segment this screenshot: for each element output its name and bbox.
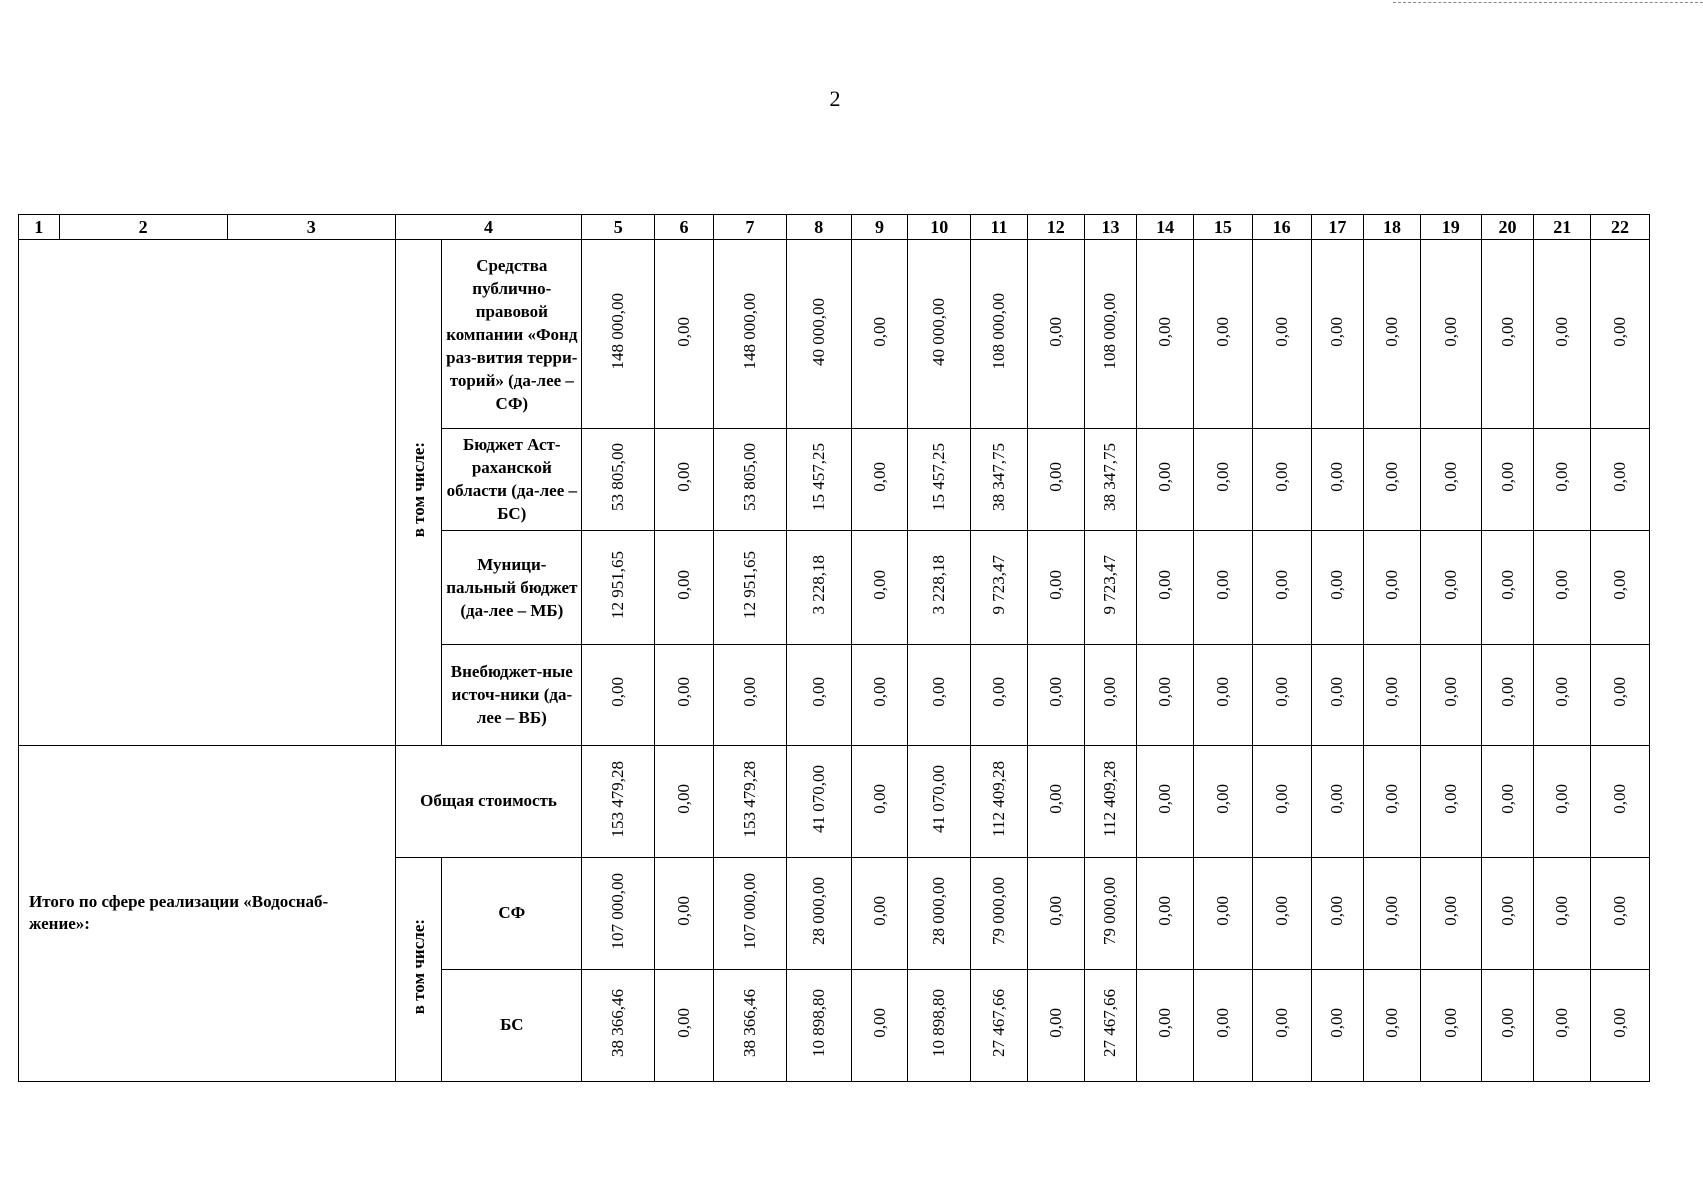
cell-value: 15 457,25	[808, 442, 828, 511]
value-cell	[713, 745, 786, 857]
empty-label-cell	[19, 239, 396, 745]
cell-value: 0,00	[674, 569, 694, 600]
value-cell	[582, 239, 655, 429]
value-cell	[1591, 530, 1650, 644]
value-cell	[1591, 644, 1650, 745]
cell-value: 0,00	[1610, 896, 1630, 926]
column-number: 20	[1481, 215, 1534, 240]
value-cell	[851, 239, 908, 429]
cell-value: 0,00	[1327, 569, 1347, 600]
cell-value: 0,00	[674, 896, 694, 926]
value-cell	[1084, 745, 1137, 857]
value-cell	[971, 530, 1028, 644]
cell-value: 12 951,65	[739, 550, 759, 619]
value-cell	[1194, 429, 1253, 530]
cell-value: 38 347,75	[989, 442, 1009, 511]
value-cell	[1137, 239, 1194, 429]
value-cell	[655, 969, 714, 1081]
value-cell	[908, 429, 971, 530]
value-cell	[1420, 857, 1481, 969]
cell-value: 0,00	[674, 677, 694, 708]
value-cell	[1027, 429, 1084, 530]
cell-value: 0,00	[869, 1008, 889, 1038]
cell-value: 27 467,66	[989, 988, 1009, 1057]
cell-value: 0,00	[1610, 316, 1630, 347]
value-cell	[1137, 857, 1194, 969]
value-cell	[1027, 644, 1084, 745]
value-cell	[1137, 969, 1194, 1081]
value-cell	[655, 644, 714, 745]
value-cell	[971, 969, 1028, 1081]
cell-value: 0,00	[1212, 462, 1232, 492]
value-cell	[1364, 969, 1421, 1081]
value-cell	[582, 857, 655, 969]
cell-value: 0,00	[1440, 316, 1460, 347]
value-cell	[908, 857, 971, 969]
value-cell	[582, 644, 655, 745]
value-cell	[971, 745, 1028, 857]
value-cell	[851, 745, 908, 857]
cell-value: 148 000,00	[608, 293, 628, 370]
group-label: в том числе:	[408, 442, 428, 538]
cell-value: 0,00	[1552, 462, 1572, 492]
value-cell	[1420, 969, 1481, 1081]
cell-value: 0,00	[1382, 462, 1402, 492]
cell-value: 0,00	[1100, 677, 1120, 708]
cell-value: 0,00	[1271, 784, 1291, 814]
cell-value: 0,00	[1610, 1008, 1630, 1038]
column-number: 18	[1364, 215, 1421, 240]
cell-value: 0,00	[1271, 677, 1291, 708]
cell-value: 27 467,66	[1100, 988, 1120, 1057]
cell-value: 0,00	[1155, 1008, 1175, 1038]
value-cell	[1027, 969, 1084, 1081]
cell-value: 0,00	[1271, 1008, 1291, 1038]
column-number: 3	[227, 215, 395, 240]
cell-value: 0,00	[1045, 569, 1065, 600]
cell-value: 0,00	[1155, 784, 1175, 814]
column-number: 13	[1084, 215, 1137, 240]
value-cell	[1252, 644, 1311, 745]
cell-value: 0,00	[1271, 462, 1291, 492]
value-cell	[971, 239, 1028, 429]
column-number: 21	[1534, 215, 1591, 240]
value-cell	[1194, 239, 1253, 429]
value-cell	[971, 857, 1028, 969]
cell-value: 0,00	[1045, 784, 1065, 814]
column-number: 7	[713, 215, 786, 240]
cell-value: 40 000,00	[929, 297, 949, 366]
value-cell	[1084, 644, 1137, 745]
value-cell	[851, 429, 908, 530]
cell-value: 0,00	[1497, 677, 1517, 708]
cell-value: 0,00	[739, 677, 759, 708]
value-cell	[655, 745, 714, 857]
value-cell	[1481, 644, 1534, 745]
cell-value: 0,00	[1045, 316, 1065, 347]
value-cell	[1027, 857, 1084, 969]
cell-value: 107 000,00	[608, 872, 628, 950]
value-cell	[1591, 239, 1650, 429]
cell-value: 0,00	[674, 316, 694, 347]
column-number: 4	[395, 215, 581, 240]
cell-value: 9 723,47	[1100, 554, 1120, 615]
group-label: в том числе:	[408, 919, 428, 1015]
cell-value: 0,00	[1382, 1008, 1402, 1038]
cell-value: 38 366,46	[608, 988, 628, 1057]
value-cell	[851, 530, 908, 644]
cell-value: 38 366,46	[739, 988, 759, 1057]
column-number: 10	[908, 215, 971, 240]
value-cell	[1311, 969, 1364, 1081]
cell-value: 0,00	[808, 677, 828, 708]
cell-value: 79 000,00	[1100, 876, 1120, 945]
table-row	[19, 239, 1650, 429]
value-cell	[655, 239, 714, 429]
value-cell	[786, 745, 851, 857]
value-cell	[1311, 745, 1364, 857]
value-cell	[1252, 239, 1311, 429]
value-cell	[1481, 530, 1534, 644]
cell-value: 3 228,18	[808, 554, 828, 615]
column-number: 5	[582, 215, 655, 240]
value-cell	[582, 429, 655, 530]
cell-value: 112 409,28	[989, 761, 1009, 837]
value-cell	[1591, 857, 1650, 969]
cell-value: 112 409,28	[1100, 761, 1120, 837]
value-cell	[1481, 429, 1534, 530]
value-cell	[1084, 969, 1137, 1081]
cell-value: 41 070,00	[808, 764, 828, 833]
cell-value: 0,00	[869, 569, 889, 600]
value-cell	[713, 429, 786, 530]
funding-source-label: Внебюджет-ные источ-ники (да-лее – ВБ)	[442, 644, 582, 745]
cell-value: 9 723,47	[989, 554, 1009, 615]
value-cell	[713, 530, 786, 644]
cell-value: 0,00	[1045, 462, 1065, 492]
value-cell	[1420, 429, 1481, 530]
value-cell	[1591, 745, 1650, 857]
column-number-row	[19, 215, 1650, 240]
cell-value: 0,00	[1382, 316, 1402, 347]
value-cell	[1591, 429, 1650, 530]
value-cell	[1534, 644, 1591, 745]
value-cell	[1534, 745, 1591, 857]
cell-value: 0,00	[1440, 677, 1460, 708]
value-cell	[582, 530, 655, 644]
table-row	[19, 745, 1650, 857]
cell-value: 0,00	[869, 462, 889, 492]
cell-value: 0,00	[1440, 784, 1460, 814]
cell-value: 0,00	[674, 1008, 694, 1038]
cell-value: 153 479,28	[608, 760, 628, 838]
value-cell	[1252, 857, 1311, 969]
column-number: 9	[851, 215, 908, 240]
column-number: 14	[1137, 215, 1194, 240]
value-cell	[1364, 857, 1421, 969]
cell-value: 0,00	[1327, 1008, 1347, 1038]
value-cell	[1534, 857, 1591, 969]
cell-value: 0,00	[1327, 316, 1347, 347]
value-cell	[1084, 857, 1137, 969]
column-number: 8	[786, 215, 851, 240]
value-cell	[1364, 239, 1421, 429]
value-cell	[713, 969, 786, 1081]
value-cell	[1364, 530, 1421, 644]
cell-value: 0,00	[1610, 569, 1630, 600]
cell-value: 53 805,00	[739, 442, 759, 511]
value-cell	[1364, 644, 1421, 745]
cell-value: 0,00	[1552, 316, 1572, 347]
cell-value: 0,00	[674, 784, 694, 814]
cell-value: 28 000,00	[929, 876, 949, 945]
cell-value: 0,00	[1212, 784, 1232, 814]
cell-value: 0,00	[1271, 569, 1291, 600]
cell-value: 0,00	[1212, 896, 1232, 926]
cell-value: 107 000,00	[739, 872, 759, 950]
group-label-cell	[395, 239, 442, 745]
cell-value: 108 000,00	[989, 293, 1009, 370]
cell-value: 53 805,00	[608, 442, 628, 511]
cell-value: 0,00	[1382, 569, 1402, 600]
cell-value: 0,00	[1045, 677, 1065, 708]
value-cell	[908, 530, 971, 644]
cell-value: 108 000,00	[1100, 293, 1120, 370]
value-cell	[1311, 239, 1364, 429]
value-cell	[908, 644, 971, 745]
value-cell	[1311, 857, 1364, 969]
value-cell	[971, 644, 1028, 745]
value-cell	[1084, 239, 1137, 429]
value-cell	[908, 745, 971, 857]
cell-value: 0,00	[869, 896, 889, 926]
cell-value: 0,00	[1497, 784, 1517, 814]
value-cell	[1534, 429, 1591, 530]
column-number: 19	[1420, 215, 1481, 240]
column-number: 12	[1027, 215, 1084, 240]
cell-value: 0,00	[929, 677, 949, 708]
column-number: 6	[655, 215, 714, 240]
cell-value: 153 479,28	[739, 760, 759, 838]
cell-value: 0,00	[1440, 462, 1460, 492]
value-cell	[1420, 239, 1481, 429]
value-cell	[1137, 530, 1194, 644]
value-cell	[851, 969, 908, 1081]
cell-value: 0,00	[1497, 462, 1517, 492]
funding-source-label: Муници-пальный бюджет (да-лее – МБ)	[442, 530, 582, 644]
value-cell	[1194, 745, 1253, 857]
value-cell	[851, 857, 908, 969]
value-cell	[1364, 429, 1421, 530]
value-cell	[1194, 530, 1253, 644]
cell-value: 0,00	[1610, 784, 1630, 814]
funding-source-label: Бюджет Аст-раханской области (да-лее – БС)	[442, 429, 582, 530]
total-cost-label: Общая стоимость	[395, 745, 581, 857]
value-cell	[1252, 429, 1311, 530]
funding-source-label: БС	[442, 969, 582, 1081]
value-cell	[1027, 239, 1084, 429]
cell-value: 0,00	[1045, 1008, 1065, 1038]
column-number: 15	[1194, 215, 1253, 240]
cell-value: 0,00	[1440, 1008, 1460, 1038]
cell-value: 0,00	[1552, 784, 1572, 814]
cell-value: 0,00	[1552, 1008, 1572, 1038]
value-cell	[655, 857, 714, 969]
cell-value: 0,00	[1497, 1008, 1517, 1038]
cell-value: 0,00	[1212, 677, 1232, 708]
value-cell	[1591, 969, 1650, 1081]
cell-value: 0,00	[1552, 896, 1572, 926]
cell-value: 0,00	[1155, 896, 1175, 926]
value-cell	[655, 429, 714, 530]
value-cell	[1311, 530, 1364, 644]
value-cell	[1137, 745, 1194, 857]
value-cell	[1534, 969, 1591, 1081]
value-cell	[1481, 857, 1534, 969]
value-cell	[713, 644, 786, 745]
cell-value: 0,00	[1497, 569, 1517, 600]
value-cell	[1137, 429, 1194, 530]
value-cell	[582, 745, 655, 857]
value-cell	[786, 857, 851, 969]
cell-value: 0,00	[1610, 677, 1630, 708]
value-cell	[786, 530, 851, 644]
cell-value: 0,00	[1212, 569, 1232, 600]
cell-value: 10 898,80	[808, 988, 828, 1057]
value-cell	[908, 969, 971, 1081]
value-cell	[713, 857, 786, 969]
cell-value: 0,00	[608, 677, 628, 708]
value-cell	[786, 429, 851, 530]
cell-value: 12 951,65	[608, 550, 628, 619]
cell-value: 3 228,18	[929, 554, 949, 615]
cell-value: 41 070,00	[929, 764, 949, 833]
value-cell	[1420, 644, 1481, 745]
value-cell	[786, 969, 851, 1081]
cell-value: 0,00	[1382, 784, 1402, 814]
value-cell	[1194, 644, 1253, 745]
value-cell	[1311, 644, 1364, 745]
cell-value: 40 000,00	[808, 297, 828, 366]
value-cell	[851, 644, 908, 745]
value-cell	[1481, 969, 1534, 1081]
value-cell	[1027, 530, 1084, 644]
column-number: 1	[19, 215, 60, 240]
value-cell	[1084, 429, 1137, 530]
group-label-cell	[395, 857, 442, 1081]
cell-value: 0,00	[1552, 569, 1572, 600]
value-cell	[1194, 857, 1253, 969]
budget-table	[18, 214, 1650, 1082]
value-cell	[971, 429, 1028, 530]
column-number: 11	[971, 215, 1028, 240]
value-cell	[1311, 429, 1364, 530]
value-cell	[655, 530, 714, 644]
cell-value: 28 000,00	[808, 876, 828, 945]
value-cell	[1420, 530, 1481, 644]
column-number: 2	[59, 215, 227, 240]
cell-value: 0,00	[1155, 462, 1175, 492]
value-cell	[582, 969, 655, 1081]
cell-value: 38 347,75	[1100, 442, 1120, 511]
cell-value: 0,00	[1327, 677, 1347, 708]
value-cell	[786, 644, 851, 745]
value-cell	[1534, 239, 1591, 429]
cell-value: 0,00	[1212, 316, 1232, 347]
cell-value: 0,00	[1155, 677, 1175, 708]
value-cell	[1252, 530, 1311, 644]
value-cell	[1194, 969, 1253, 1081]
cell-value: 0,00	[1327, 462, 1347, 492]
cell-value: 0,00	[1610, 462, 1630, 492]
scan-edge-mark	[1393, 2, 1703, 5]
value-cell	[908, 239, 971, 429]
funding-source-label: Средства публично-правовой компании «Фонд раз-вития терри-торий» (да-лее – СФ)	[442, 239, 582, 429]
section-total-title: Итого по сфере реализации «Водоснаб-жение»:	[19, 745, 396, 1081]
value-cell	[1481, 239, 1534, 429]
cell-value: 0,00	[1327, 896, 1347, 926]
value-cell	[1137, 644, 1194, 745]
cell-value: 0,00	[869, 677, 889, 708]
cell-value: 10 898,80	[929, 988, 949, 1057]
cell-value: 0,00	[1155, 316, 1175, 347]
value-cell	[1252, 969, 1311, 1081]
funding-source-label: СФ	[442, 857, 582, 969]
cell-value: 0,00	[869, 784, 889, 814]
cell-value: 0,00	[1497, 316, 1517, 347]
value-cell	[1084, 530, 1137, 644]
cell-value: 0,00	[674, 462, 694, 492]
cell-value: 0,00	[1155, 569, 1175, 600]
cell-value: 0,00	[1440, 569, 1460, 600]
cell-value: 15 457,25	[929, 442, 949, 511]
column-number: 16	[1252, 215, 1311, 240]
value-cell	[1252, 745, 1311, 857]
value-cell	[1027, 745, 1084, 857]
cell-value: 0,00	[1382, 677, 1402, 708]
cell-value: 0,00	[1212, 1008, 1232, 1038]
cell-value: 0,00	[1440, 896, 1460, 926]
value-cell	[1481, 745, 1534, 857]
cell-value: 148 000,00	[739, 293, 759, 370]
cell-value: 0,00	[1552, 677, 1572, 708]
value-cell	[1420, 745, 1481, 857]
value-cell	[1534, 530, 1591, 644]
page-number: 2	[829, 86, 841, 111]
cell-value: 0,00	[1497, 896, 1517, 926]
cell-value: 0,00	[1327, 784, 1347, 814]
column-number: 22	[1591, 215, 1650, 240]
cell-value: 0,00	[1271, 896, 1291, 926]
cell-value: 0,00	[1271, 316, 1291, 347]
column-number: 17	[1311, 215, 1364, 240]
cell-value: 0,00	[989, 677, 1009, 708]
cell-value: 0,00	[1045, 896, 1065, 926]
cell-value: 79 000,00	[989, 876, 1009, 945]
cell-value: 0,00	[1382, 896, 1402, 926]
value-cell	[786, 239, 851, 429]
value-cell	[713, 239, 786, 429]
cell-value: 0,00	[869, 316, 889, 347]
value-cell	[1364, 745, 1421, 857]
